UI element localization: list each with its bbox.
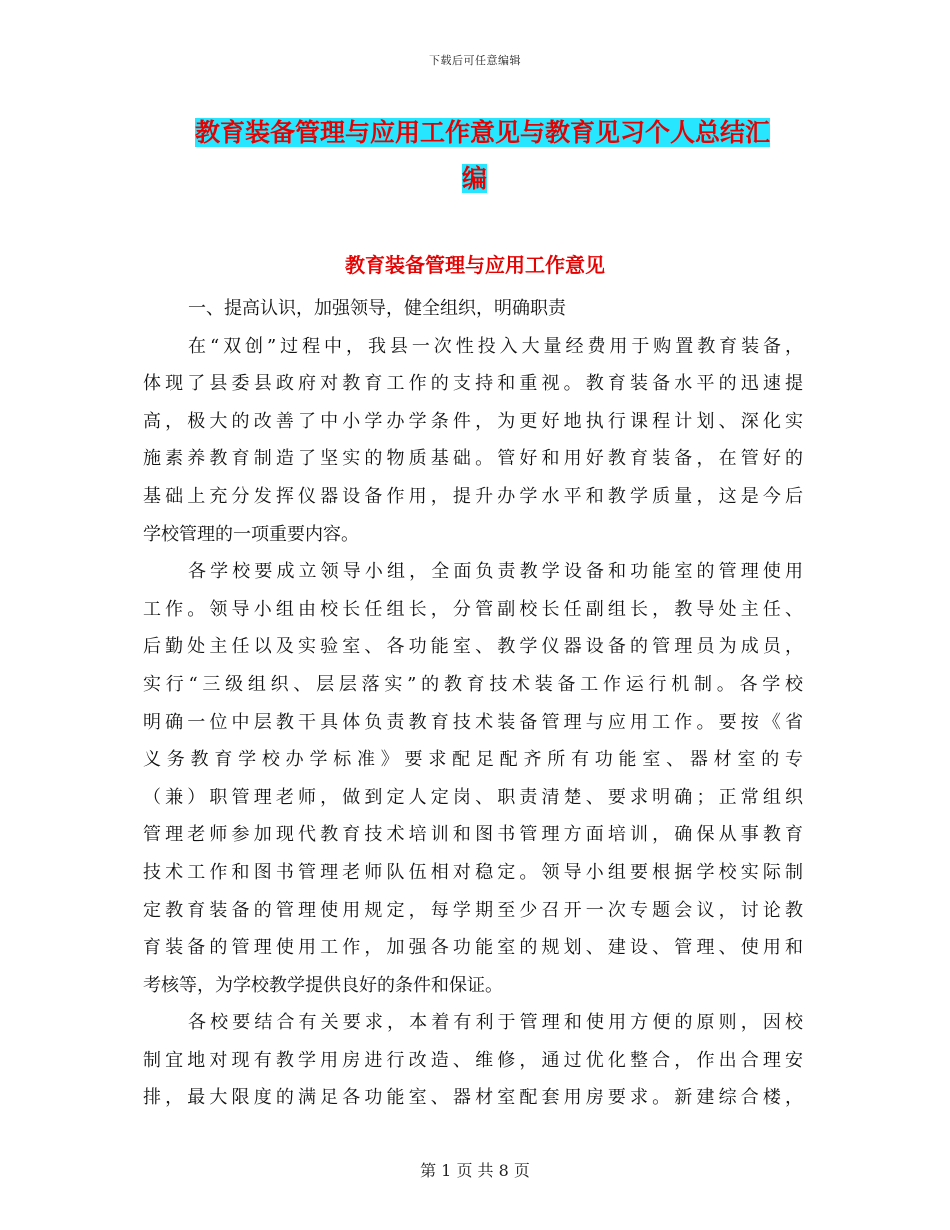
paragraph-line: 定教育装备的管理使用规定，每学期至少召开一次专题会议，讨论教 bbox=[143, 899, 803, 921]
paragraph-line: 义务教育学校办学标准》要求配足配齐所有功能室、器材室的专 bbox=[143, 749, 803, 771]
paragraph-line: 在“双创”过程中，我县一次性投入大量经费用于购置教育装备， bbox=[188, 335, 803, 357]
paragraph-line: 实行“三级组织、层层落实”的教育技术装备工作运行机制。各学校 bbox=[143, 673, 803, 695]
paragraph-line: 制宜地对现有教学用房进行改造、维修，通过优化整合，作出合理安 bbox=[143, 1049, 803, 1071]
paragraph-line: 体现了县委县政府对教育工作的支持和重视。教育装备水平的迅速提 bbox=[143, 373, 803, 395]
paragraph-line: 高，极大的改善了中小学办学条件，为更好地执行课程计划、深化实 bbox=[143, 410, 803, 432]
paragraph-line: 工作。领导小组由校长任组长，分管副校长任副组长，教导处主任、 bbox=[143, 598, 803, 620]
paragraph-line: （兼）职管理老师，做到定人定岗、职责清楚、要求明确；正常组织 bbox=[143, 786, 803, 808]
subheading-line: 一、提高认识，加强领导，健全组织，明确职责 bbox=[188, 298, 566, 319]
paragraph-line: 明确一位中层教干具体负责教育技术装备管理与应用工作。要按《省 bbox=[143, 711, 803, 733]
document-title-line-2: 编 bbox=[462, 164, 488, 193]
paragraph-line: 各校要结合有关要求，本着有利于管理和使用方便的原则，因校 bbox=[188, 1012, 803, 1034]
page-footer: 第 1 页 共 8 页 bbox=[420, 1161, 530, 1180]
paragraph-line: 各学校要成立领导小组，全面负责教学设备和功能室的管理使用 bbox=[188, 561, 803, 583]
paragraph-line: 学校管理的一项重要内容。 bbox=[143, 523, 359, 545]
paragraph-line: 后勤处主任以及实验室、各功能室、教学仪器设备的管理员为成员， bbox=[143, 636, 803, 658]
paragraph-line: 排，最大限度的满足各功能室、器材室配套用房要求。新建综合楼， bbox=[143, 1087, 803, 1109]
paragraph-line: 技术工作和图书管理老师队伍相对稳定。领导小组要根据学校实际制 bbox=[143, 861, 803, 883]
paragraph-line: 基础上充分发挥仪器设备作用，提升办学水平和教学质量，这是今后 bbox=[143, 485, 803, 507]
paragraph-line: 考核等，为学校教学提供良好的条件和保证。 bbox=[143, 974, 503, 996]
paragraph-line: 管理老师参加现代教育技术培训和图书管理方面培训，确保从事教育 bbox=[143, 824, 803, 846]
document-title-line-1: 教育装备管理与应用工作意见与教育见习个人总结汇 bbox=[195, 118, 771, 147]
document-title bbox=[195, 110, 815, 193]
paragraph-line: 育装备的管理使用工作，加强各功能室的规划、建设、管理、使用和 bbox=[143, 937, 803, 959]
section-heading: 教育装备管理与应用工作意见 bbox=[345, 253, 605, 277]
paragraph-line: 施素养教育制造了坚实的物质基础。管好和用好教育装备，在管好的 bbox=[143, 448, 803, 470]
page-header: 下载后可任意编辑 bbox=[429, 54, 521, 67]
body-text bbox=[143, 290, 803, 1117]
